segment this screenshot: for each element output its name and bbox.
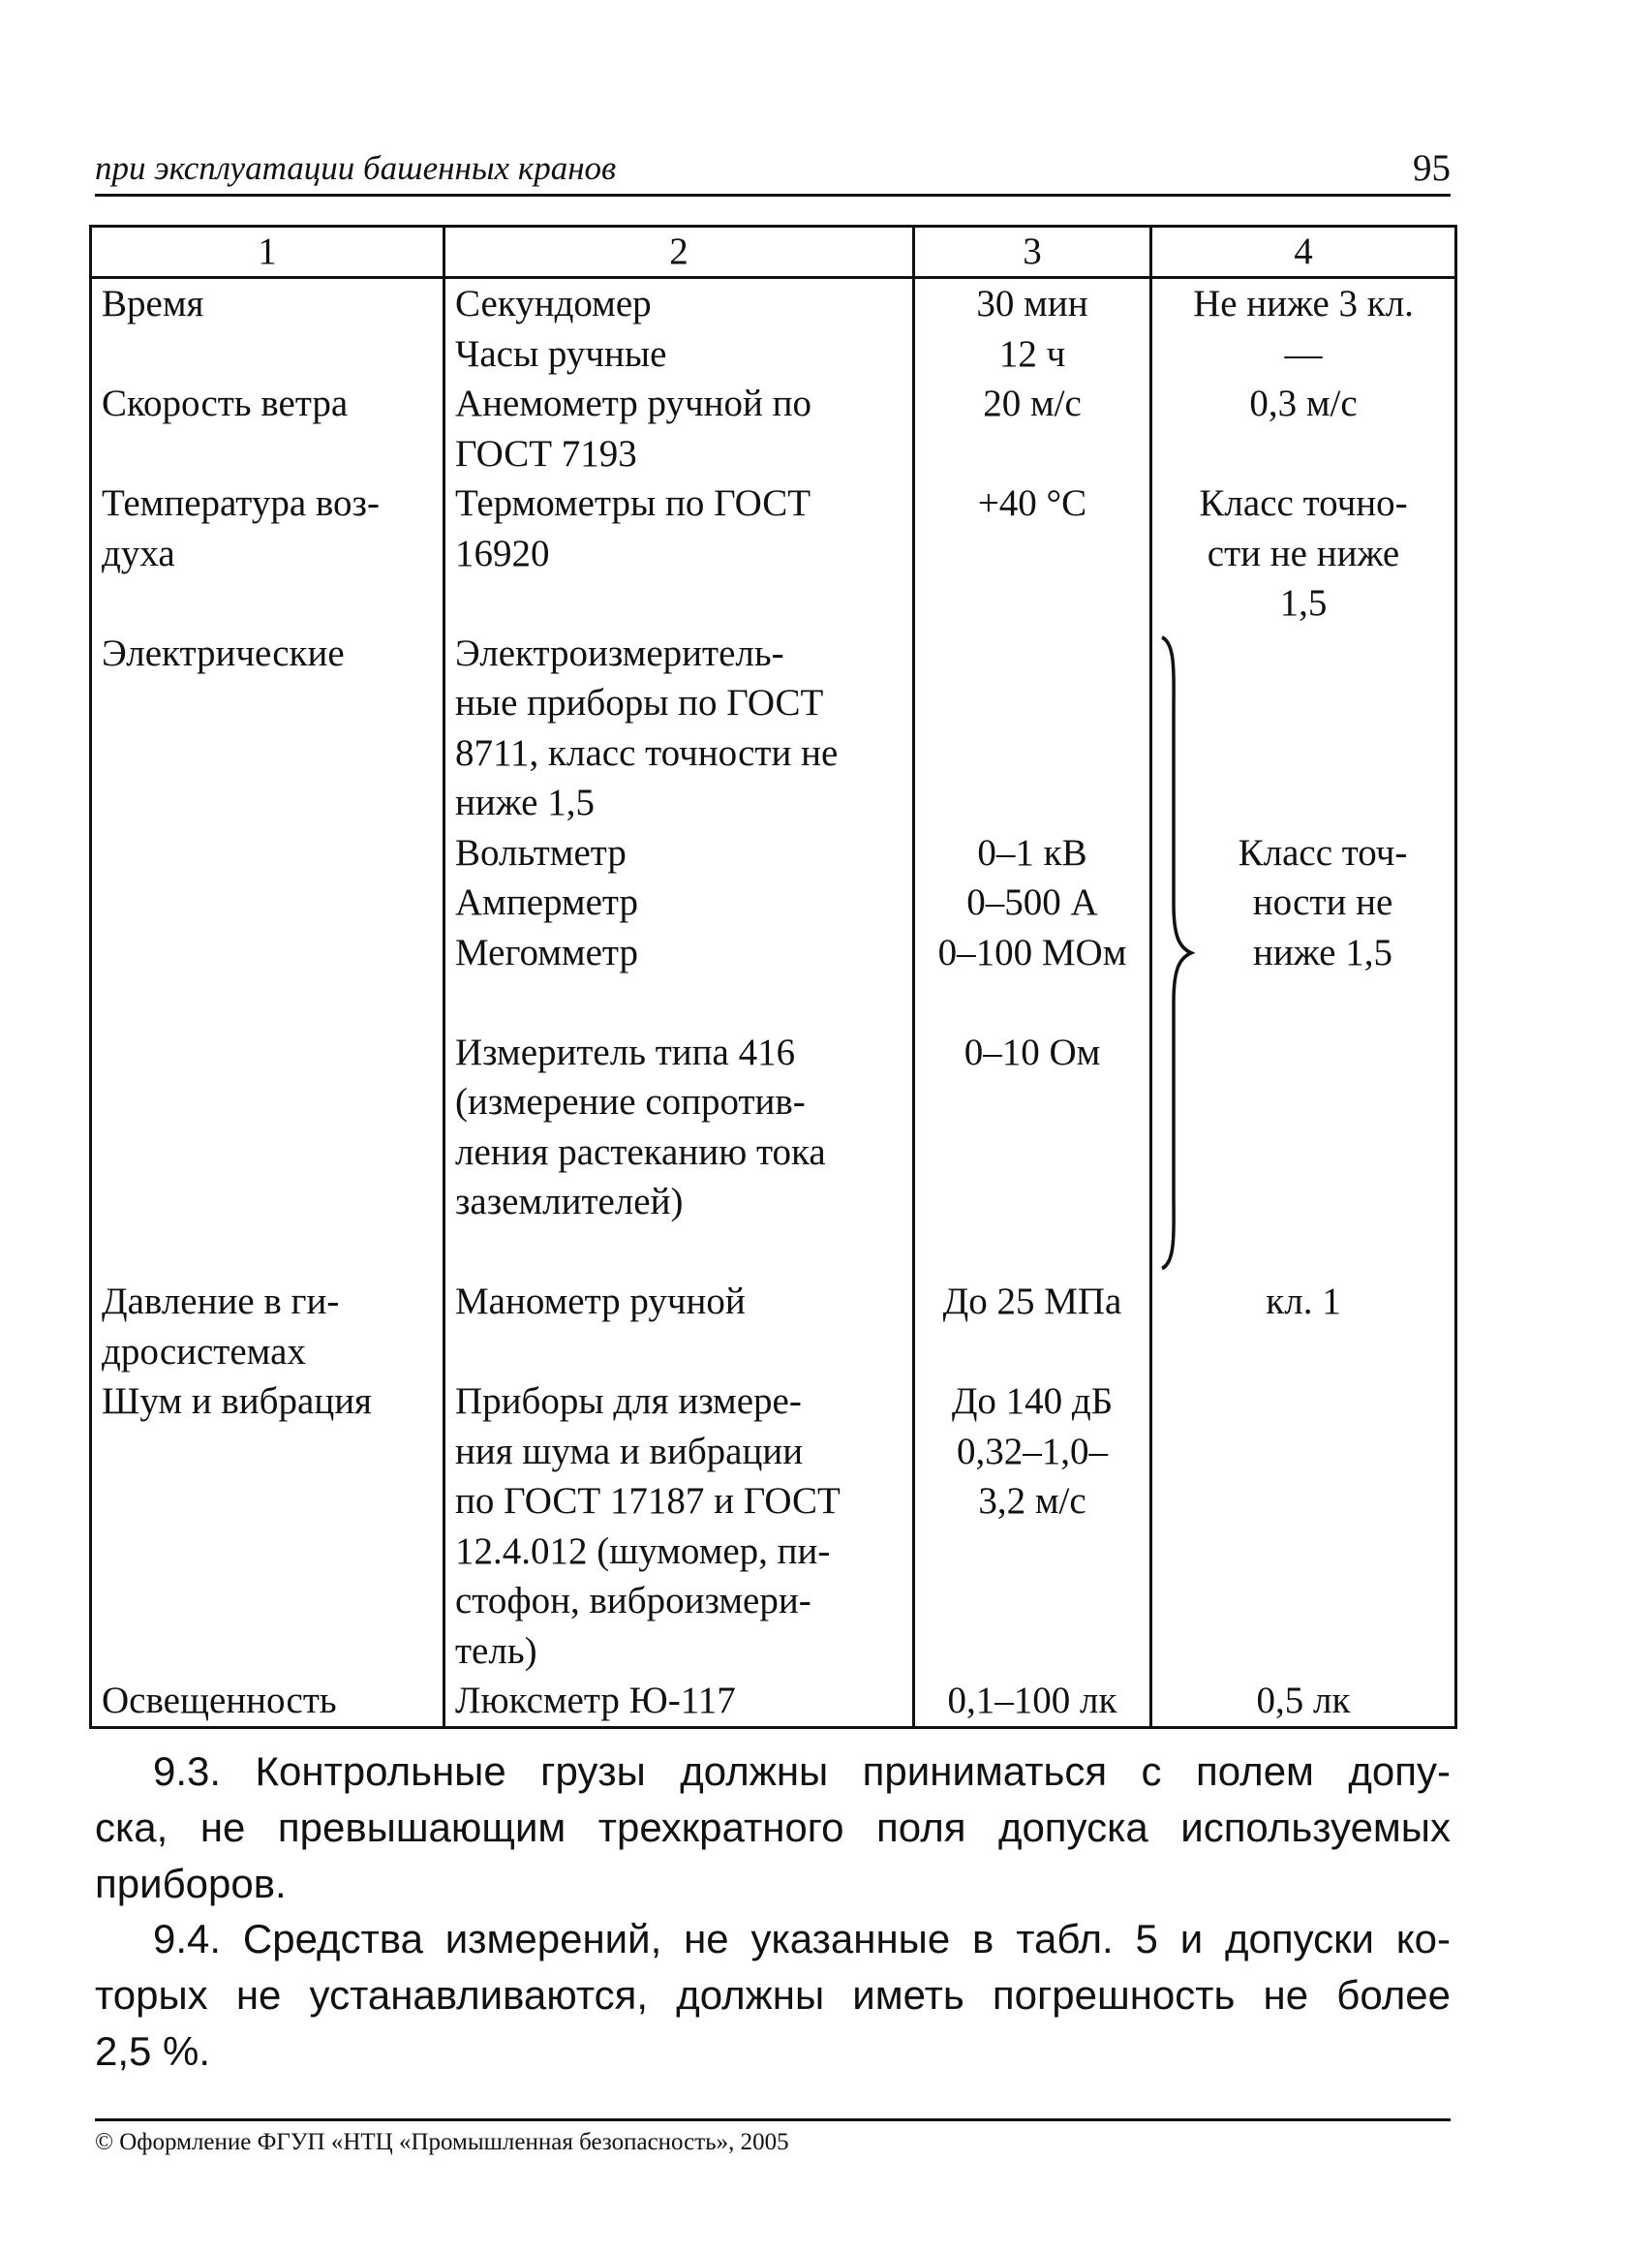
accuracy-cell	[1151, 379, 1456, 479]
table-row	[91, 629, 1456, 1278]
table-row	[91, 479, 1456, 629]
range-cell	[914, 1376, 1151, 1676]
cell-line: ные приборы по ГОСТ	[455, 682, 824, 724]
range-cell	[914, 629, 1151, 1278]
running-header-title: при эксплуатации башенных кранов	[95, 149, 617, 187]
cell-line: ности не	[1252, 881, 1393, 923]
measurement-table	[89, 225, 1457, 1729]
cell-line: (измерение сопротив-	[455, 1081, 806, 1123]
cell-line: 0–10 Ом	[964, 1031, 1101, 1073]
table-row	[91, 278, 1456, 380]
cell-line: До 140 дБ	[951, 1380, 1114, 1422]
cell-line: Электрические	[102, 632, 345, 674]
cell-line: ниже 1,5	[1253, 931, 1392, 973]
cell-line: Освещенность	[102, 1680, 337, 1721]
cell-line: Давление в ги-	[102, 1281, 340, 1322]
cell-line: Анемометр ручной по	[455, 383, 812, 424]
cell-line: Класс точ-	[1238, 831, 1408, 874]
cell-line: стофон, виброизмери-	[455, 1580, 811, 1621]
table-row	[91, 379, 1456, 479]
paragraph-line: приборов.	[95, 1861, 287, 1906]
cell-line: Термометры по ГОСТ	[455, 482, 811, 524]
cell-line: 1,5	[1279, 582, 1328, 624]
paragraph-line: торых не устанавливаются, должны иметь погрешность не более	[95, 1972, 1451, 2018]
paragraph-line: 9.4. Средства измерений, не указанные в табл. 5 и допуски ко-	[153, 1916, 1451, 1961]
range-cell	[914, 479, 1151, 629]
paragraph-line: 2,5 %.	[95, 2028, 211, 2074]
range-cell	[914, 1277, 1151, 1376]
cell-line: Мегомметр	[455, 931, 638, 973]
cell-line: 8711, класс точности не	[455, 731, 839, 774]
cell-line: Не ниже 3 кл.	[1193, 283, 1414, 324]
table-row	[91, 1376, 1456, 1676]
cell-line: Время	[102, 283, 204, 324]
instrument-cell	[444, 1277, 914, 1376]
cell-line: Амперметр	[455, 881, 638, 923]
cell-line: 3,2 м/с	[978, 1480, 1086, 1522]
cell-line: 12 ч	[998, 332, 1066, 375]
table-row	[91, 1676, 1456, 1727]
cell-line: +40 °C	[977, 482, 1087, 524]
cell-line: 16920	[455, 532, 550, 574]
instrument-cell	[444, 1676, 914, 1727]
paragraph-line: ска, не превышающим трехкратного поля допуска используемых	[95, 1805, 1451, 1850]
quantity-cell	[91, 1376, 444, 1676]
cell-line: Люксметр Ю-117	[455, 1680, 736, 1721]
cell-line: Секундомер	[455, 283, 652, 324]
quantity-cell	[91, 278, 444, 380]
footer-divider	[95, 2118, 1451, 2121]
accuracy-cell	[1151, 278, 1456, 380]
cell-line: Скорость ветра	[102, 383, 349, 424]
curly-brace-icon	[1158, 629, 1195, 1278]
cell-line: 20 м/с	[983, 383, 1082, 424]
cell-line: ния шума и вибрации	[455, 1430, 804, 1472]
cell-line: заземлителей)	[455, 1181, 684, 1222]
cell-line: ГОСТ 7193	[455, 432, 637, 475]
cell-line: Шум и вибрация	[102, 1380, 372, 1422]
cell-line: по ГОСТ 17187 и ГОСТ	[455, 1480, 841, 1522]
cell-line: дросистемах	[102, 1330, 306, 1373]
table-row	[91, 1277, 1456, 1376]
accuracy-cell	[1151, 1676, 1456, 1727]
running-header	[95, 143, 1451, 197]
paragraph-line: 9.3. Контрольные грузы должны приниматься с полем допу-	[153, 1748, 1451, 1794]
instrument-cell	[444, 629, 914, 1278]
cell-line: До 25 МПа	[942, 1281, 1122, 1322]
cell-line: Приборы для измере-	[455, 1380, 802, 1422]
column-header: 1	[91, 227, 444, 278]
range-cell	[914, 278, 1151, 380]
range-cell	[914, 1676, 1151, 1727]
cell-line: ниже 1,5	[455, 782, 595, 823]
accuracy-cell	[1151, 479, 1456, 629]
cell-line: Манометр ручной	[455, 1281, 746, 1322]
cell-line: 0,3 м/с	[1249, 383, 1358, 424]
column-header: 3	[914, 227, 1151, 278]
quantity-cell	[91, 629, 444, 1278]
cell-line: ления растеканию тока	[455, 1130, 826, 1173]
instrument-cell	[444, 379, 914, 479]
cell-line: Электроизмеритель-	[455, 632, 784, 674]
cell-line: 30 мин	[976, 283, 1088, 324]
cell-line: 12.4.012 (шумомер, пи-	[455, 1529, 831, 1572]
accuracy-cell	[1151, 629, 1456, 1278]
cell-line: 0,1–100 лк	[947, 1680, 1117, 1721]
cell-line: —	[1284, 332, 1323, 375]
instrument-cell	[444, 1376, 914, 1676]
cell-line: 0–500 А	[966, 881, 1098, 923]
column-header: 4	[1151, 227, 1456, 278]
cell-line: сти не ниже	[1207, 532, 1400, 574]
cell-line: 0,5 лк	[1256, 1680, 1351, 1721]
copyright-footer: © Оформление ФГУП «НТЦ «Промышленная безопасность», 2005	[95, 2129, 789, 2155]
cell-line: 0,32–1,0–	[957, 1430, 1108, 1472]
instrument-cell	[444, 479, 914, 629]
cell-line: Класс точно-	[1199, 482, 1408, 524]
paragraph-9-3	[95, 1744, 1451, 1912]
paragraph-9-4	[95, 1911, 1451, 2080]
quantity-cell	[91, 1277, 444, 1376]
instrument-cell	[444, 278, 914, 380]
cell-line: Температура воз-	[102, 482, 380, 524]
quantity-cell	[91, 1676, 444, 1727]
cell-line: духа	[102, 532, 175, 574]
column-header: 2	[444, 227, 914, 278]
quantity-cell	[91, 379, 444, 479]
cell-line: Вольтметр	[455, 831, 627, 874]
cell-line: Измеритель типа 416	[455, 1031, 796, 1073]
accuracy-cell	[1151, 1277, 1456, 1376]
cell-line: 0–100 МОм	[937, 931, 1127, 973]
cell-line: кл. 1	[1266, 1281, 1341, 1322]
range-cell	[914, 379, 1151, 479]
cell-line: 0–1 кВ	[977, 831, 1087, 874]
page-number: 95	[1413, 147, 1451, 189]
table-header-row	[91, 227, 1456, 278]
cell-line: Часы ручные	[455, 332, 667, 375]
cell-line: тель)	[455, 1629, 537, 1672]
quantity-cell	[91, 479, 444, 629]
accuracy-cell	[1151, 1376, 1456, 1676]
